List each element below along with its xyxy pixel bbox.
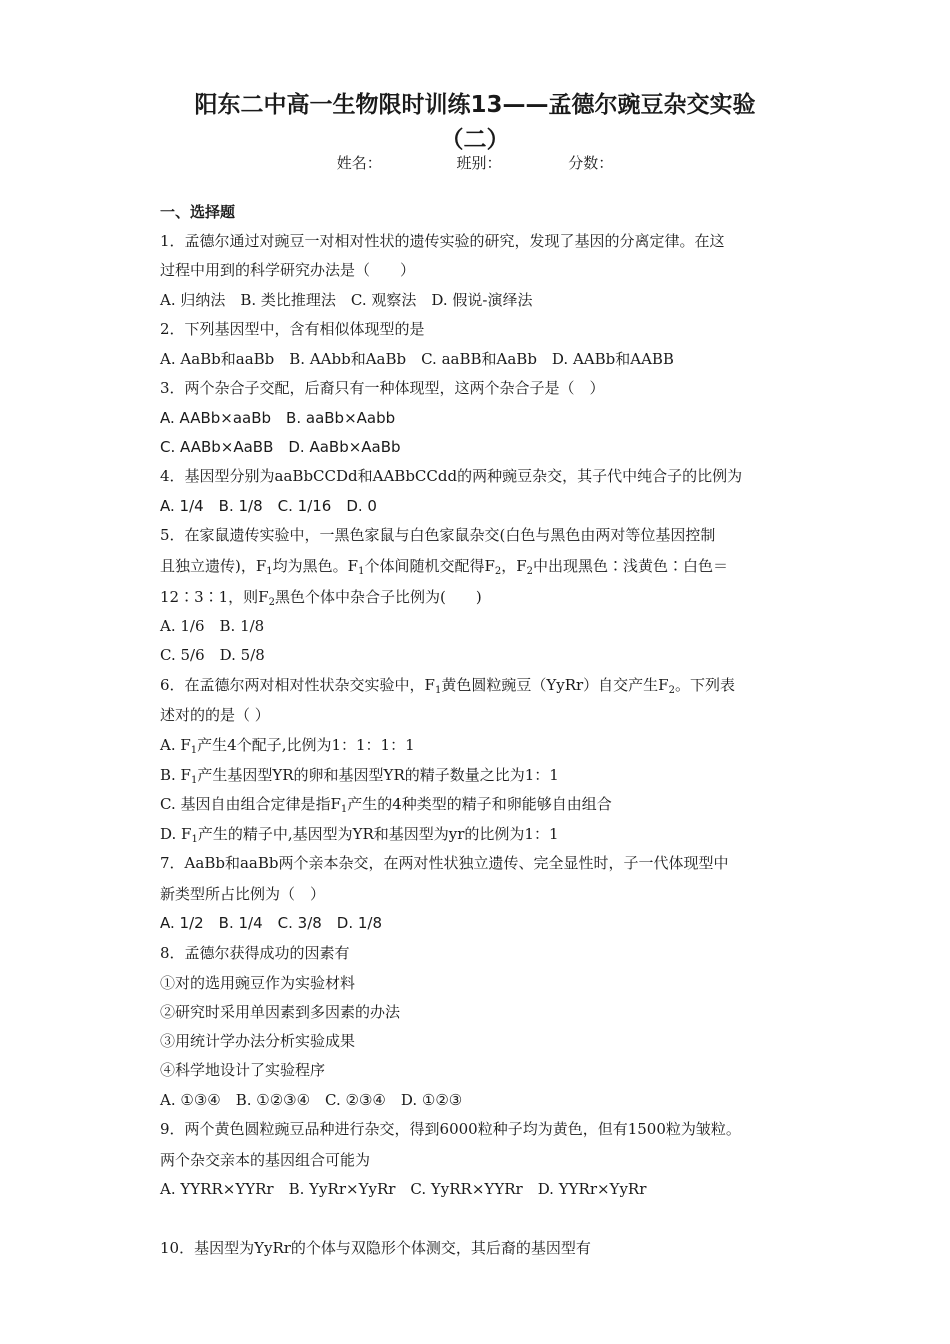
question-2-text: 2．下列基因型中，含有相似体现型的是: [160, 320, 425, 338]
question-1-text: 1．孟德尔通过对豌豆一对相对性状的遗传实验的研究，发现了基因的分离定律。在这: [160, 232, 725, 250]
question-8-options: A. ①③④ B. ①②③④ C. ②③④ D. ①②③: [160, 1091, 463, 1109]
question-5-options-ab: A. 1/6 B. 1/8: [160, 617, 265, 635]
question-6-option-a: A. $F_1$产生4个配子,比例为1：1：1：1: [160, 736, 415, 756]
student-info-row: [0, 152, 950, 173]
page-title-subtitle: （二）: [440, 127, 510, 153]
question-4-options: A. 1/4 B. 1/8 C. 1/16 D. 0: [160, 497, 377, 515]
question-9-text-cont: 两个杂交亲本的基因组合可能为: [160, 1151, 371, 1169]
question-4-text: 4．基因型分别为aaBbCCDd和AABbCCdd的两种豌豆杂交，其子代中纯合子的比例为: [160, 467, 743, 485]
question-8-item-2: ②研究时采用单因素到多因素的办法: [160, 1003, 401, 1021]
question-1-options: A. 归纳法 B. 类比推理法 C. 观察法 D. 假说-演绎法: [160, 291, 533, 309]
question-2-options: A. AaBb和aaBb B. AAbb和AaBb C. aaBB和AaBb D. AABb和AABB: [160, 350, 674, 368]
question-5-text-cont: 且独立遗传)，$F_1$均为黑色。$F_1$个体间随机交配得$F_2$，$F_2$中出现黑色∶浅黄色∶白色＝: [160, 557, 729, 577]
question-7-options: A. 1/2 B. 1/4 C. 3/8 D. 1/8: [160, 914, 383, 932]
question-6-text: 6．在孟德尔两对相对性状杂交实验中，$F_1$黄色圆粒豌豆（YyRr）自交产生$F_2$。下列表: [160, 676, 735, 696]
question-9-text: 9．两个黄色圆粒豌豆品种进行杂交，得到6000粒种子均为黄色，但有1500粒为皱粒。: [160, 1120, 741, 1138]
question-1-text-cont: 过程中用到的科学研究办法是（ ）: [160, 261, 416, 279]
question-7-text: 7．AaBb和aaBb两个亲本杂交，在两对性状独立遗传、完全显性时，子一代体现型中: [160, 854, 729, 872]
question-8-item-3: ③用统计学办法分析实验成果: [160, 1032, 356, 1050]
question-10-text: 10．基因型为YyRr的个体与双隐形个体测交，其后裔的基因型有: [160, 1239, 591, 1257]
question-5-text: 5．在家鼠遗传实验中，一黑色家鼠与白色家鼠杂交(白色与黑色由两对等位基因控制: [160, 526, 716, 544]
question-6-text-cont: 述对的的是（ ）: [160, 706, 270, 724]
name-label: 姓名：: [336, 154, 382, 172]
question-3-options-cd: C. AABb×AaBB D. AaBb×AaBb: [160, 438, 401, 456]
question-8-text: 8．孟德尔获得成功的因素有: [160, 944, 350, 962]
question-7-text-cont: 新类型所占比例为（ ）: [160, 885, 326, 903]
question-6-option-d: D. $F_1$产生的精子中,基因型为YR和基因型为yr的比例为1：1: [160, 825, 559, 845]
question-6-option-b: B. $F_1$产生基因型YR的卵和基因型YR的精子数量之比为1：1: [160, 766, 559, 786]
question-8-item-1: ①对的选用豌豆作为实验材料: [160, 974, 356, 992]
section-heading: 一、选择题: [160, 203, 236, 221]
class-label: 班别：: [456, 154, 502, 172]
question-8-item-4: ④科学地设计了实验程序: [160, 1061, 326, 1079]
question-5-text-cont2: 12∶3∶1，则$F_2$黑色个体中杂合子比例为( ): [160, 588, 482, 608]
question-5-options-cd: C. 5/6 D. 5/8: [160, 646, 265, 664]
page-title: 阳东二中高一生物限时训练13——孟德尔豌豆杂交实验: [194, 92, 756, 118]
question-3-options-ab: A. AABb×aaBb B. aaBb×Aabb: [160, 409, 396, 427]
score-label: 分数：: [568, 154, 614, 172]
question-9-options: A. YYRR×YYRr B. YyRr×YyRr C. YyRR×YYRr D. YYRr×YyRr: [160, 1180, 647, 1198]
question-6-option-c: C. 基因自由组合定律是指$F_1$产生的4种类型的精子和卵能够自由组合: [160, 795, 612, 815]
question-3-text: 3．两个杂合子交配，后裔只有一种体现型，这两个杂合子是（ ）: [160, 379, 605, 397]
